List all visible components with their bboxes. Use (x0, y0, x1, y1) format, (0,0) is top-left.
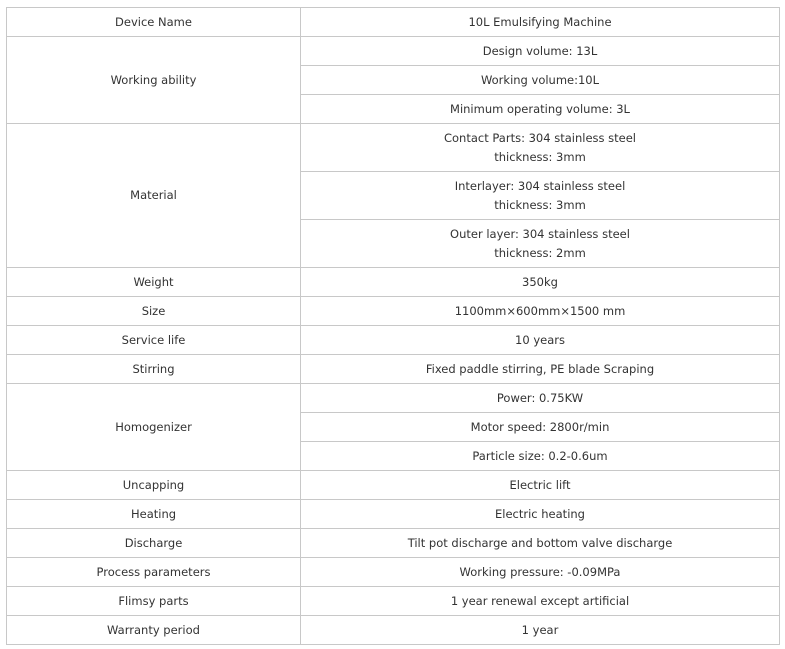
value-cell: Electric lift (301, 471, 780, 500)
value-line: Contact Parts: 304 stainless steel (443, 130, 636, 145)
label-cell: Heating (7, 500, 301, 529)
value-cell: 1 year renewal except artificial (301, 587, 780, 616)
value-cell: Electric heating (301, 500, 780, 529)
label-cell: Warranty period (7, 616, 301, 645)
row-weight (7, 268, 780, 297)
value-cell (301, 172, 780, 220)
value-cell: 1100mm×600mm×1500 mm (301, 297, 780, 326)
label-cell: Homogenizer (7, 384, 301, 471)
row-stirring (7, 355, 780, 384)
value-cell: Design volume: 13L (301, 37, 780, 66)
value-line: thickness: 3mm (494, 149, 586, 164)
value-line: Interlayer: 304 stainless steel (454, 178, 626, 193)
value-cell (301, 220, 780, 268)
row-heating (7, 500, 780, 529)
row-working-ability (7, 37, 780, 66)
value-line: thickness: 3mm (494, 197, 586, 212)
value-cell: Minimum operating volume: 3L (301, 95, 780, 124)
value-cell (301, 124, 780, 172)
value-line: Outer layer: 304 stainless steel (450, 226, 630, 241)
label-cell: Working ability (7, 37, 301, 124)
value-cell: Working pressure: -0.09MPa (301, 558, 780, 587)
spec-table (6, 7, 780, 645)
value-cell: Fixed paddle stirring, PE blade Scraping (301, 355, 780, 384)
value-cell: 350kg (301, 268, 780, 297)
row-material (7, 124, 780, 172)
value-cell: Working volume:10L (301, 66, 780, 95)
label-cell: Process parameters (7, 558, 301, 587)
value-cell: Tilt pot discharge and bottom valve discharge (301, 529, 780, 558)
row-uncapping (7, 471, 780, 500)
row-discharge (7, 529, 780, 558)
value-line: thickness: 2mm (494, 245, 586, 260)
label-cell: Stirring (7, 355, 301, 384)
value-cell: Particle size: 0.2-0.6um (301, 442, 780, 471)
label-cell: Discharge (7, 529, 301, 558)
row-process-parameters (7, 558, 780, 587)
row-flimsy-parts (7, 587, 780, 616)
row-size (7, 297, 780, 326)
value-cell: 10 years (301, 326, 780, 355)
value-cell: Power: 0.75KW (301, 384, 780, 413)
label-cell: Uncapping (7, 471, 301, 500)
row-warranty-period (7, 616, 780, 645)
label-cell: Service life (7, 326, 301, 355)
label-cell: Flimsy parts (7, 587, 301, 616)
value-cell: 10L Emulsifying Machine (301, 8, 780, 37)
label-cell: Device Name (7, 8, 301, 37)
label-cell: Size (7, 297, 301, 326)
row-device-name (7, 8, 780, 37)
row-homogenizer (7, 384, 780, 413)
value-cell: Motor speed: 2800r/min (301, 413, 780, 442)
row-service-life (7, 326, 780, 355)
value-cell: 1 year (301, 616, 780, 645)
label-cell: Material (7, 124, 301, 268)
label-cell: Weight (7, 268, 301, 297)
